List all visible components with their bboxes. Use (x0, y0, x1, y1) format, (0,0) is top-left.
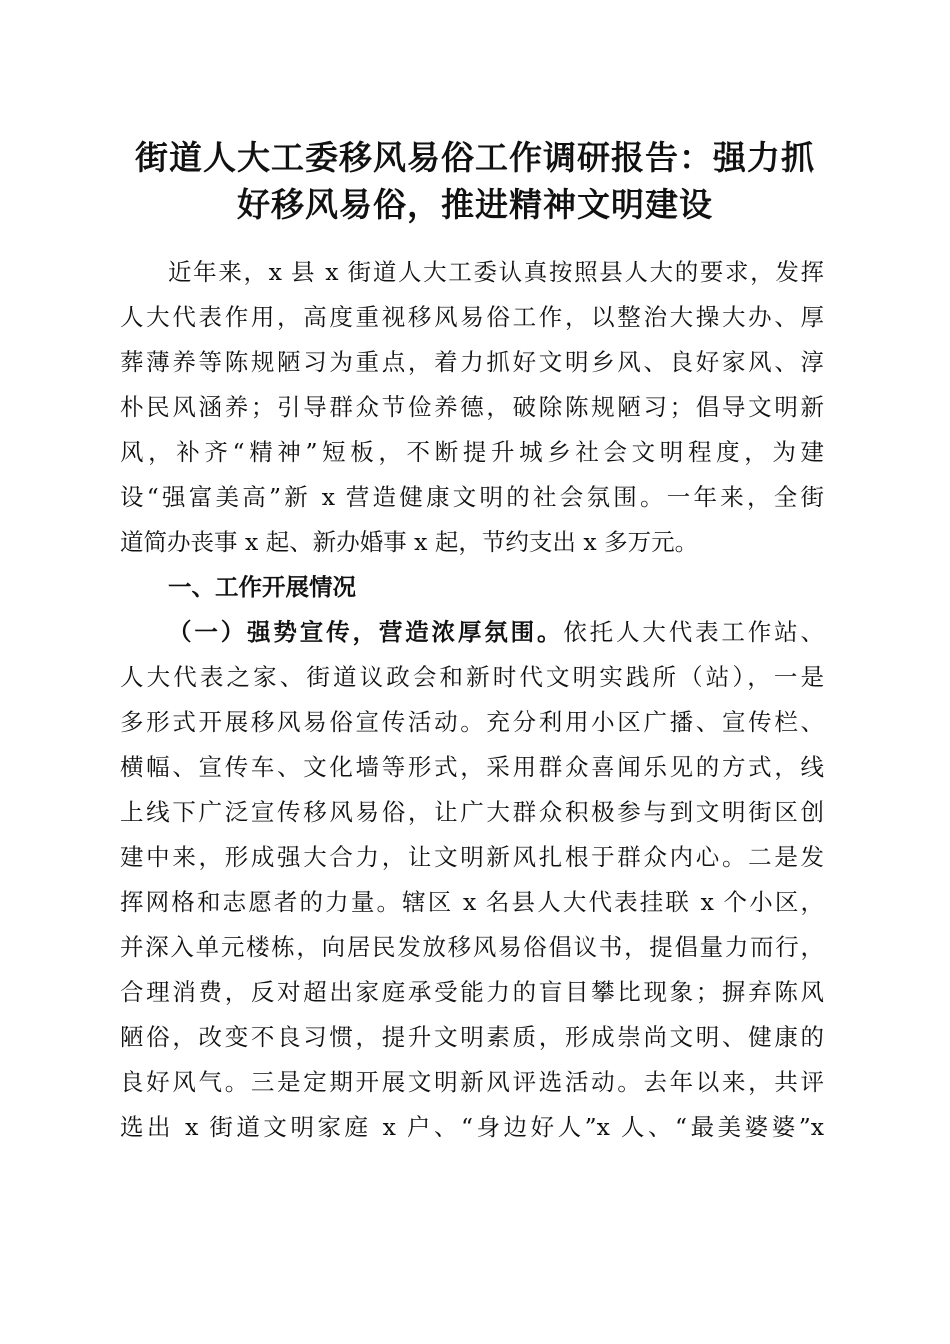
intro-line-7: 道简办丧事 x 起、新办婚事 x 起，节约支出 x 多万元。 (120, 528, 699, 556)
intro-line-3: 葬薄养等陈规陋习为重点，着力抓好文明乡风、良好家风、淳 (120, 348, 824, 376)
subsection-line: 挥网格和志愿者的力量。辖区 x 名县人大代表挂联 x 个小区， (120, 888, 824, 916)
subsection-first-line (168, 617, 824, 647)
section-heading: 一、工作开展情况 (168, 573, 356, 601)
subsection-heading: （一）强势宣传，营造浓厚氛围。 (168, 618, 564, 646)
subsection-line: 合理消费，反对超出家庭承受能力的盲目攀比现象；摒弃陈风 (120, 978, 824, 1006)
subsection-line: 横幅、宣传车、文化墙等形式，采用群众喜闻乐见的方式，线 (120, 753, 824, 781)
intro-line-4: 朴民风涵养；引导群众节俭养德，破除陈规陋习；倡导文明新 (120, 393, 824, 421)
subsection-first-line-text: 依托人大代表工作站、 (563, 618, 824, 646)
title-line-1: 街道人大工委移风易俗工作调研报告：强力抓 (135, 138, 815, 177)
subsection-line: 陋俗，改变不良习惯，提升文明素质，形成崇尚文明、健康的 (120, 1023, 824, 1051)
subsection-line: 并深入单元楼栋，向居民发放移风易俗倡议书，提倡量力而行， (120, 933, 824, 961)
subsection-line: 上线下广泛宣传移风易俗，让广大群众积极参与到文明街区创 (120, 798, 824, 826)
title-line-2: 好移风易俗，推进精神文明建设 (237, 185, 713, 224)
subsection-line: 建中来，形成强大合力，让文明新风扎根于群众内心。二是发 (120, 843, 824, 871)
subsection-line: 选出 x 街道文明家庭 x 户、“身边好人”x 人、“最美婆婆”x (120, 1113, 824, 1141)
intro-line-6: 设“强富美高”新 x 营造健康文明的社会氛围。一年来，全街 (120, 483, 824, 511)
intro-line-5: 风，补齐“精神”短板，不断提升城乡社会文明程度，为建 (120, 438, 824, 466)
intro-line-1: 近年来，x 县 x 街道人大工委认真按照县人大的要求，发挥 (168, 258, 824, 286)
document-title (100, 134, 850, 228)
subsection-line: 多形式开展移风易俗宣传活动。充分利用小区广播、宣传栏、 (120, 708, 824, 736)
subsection-line: 良好风气。三是定期开展文明新风评选活动。去年以来，共评 (120, 1068, 824, 1096)
subsection-line: 人大代表之家、街道议政会和新时代文明实践所（站），一是 (120, 663, 824, 691)
intro-line-2: 人大代表作用，高度重视移风易俗工作，以整治大操大办、厚 (120, 303, 824, 331)
